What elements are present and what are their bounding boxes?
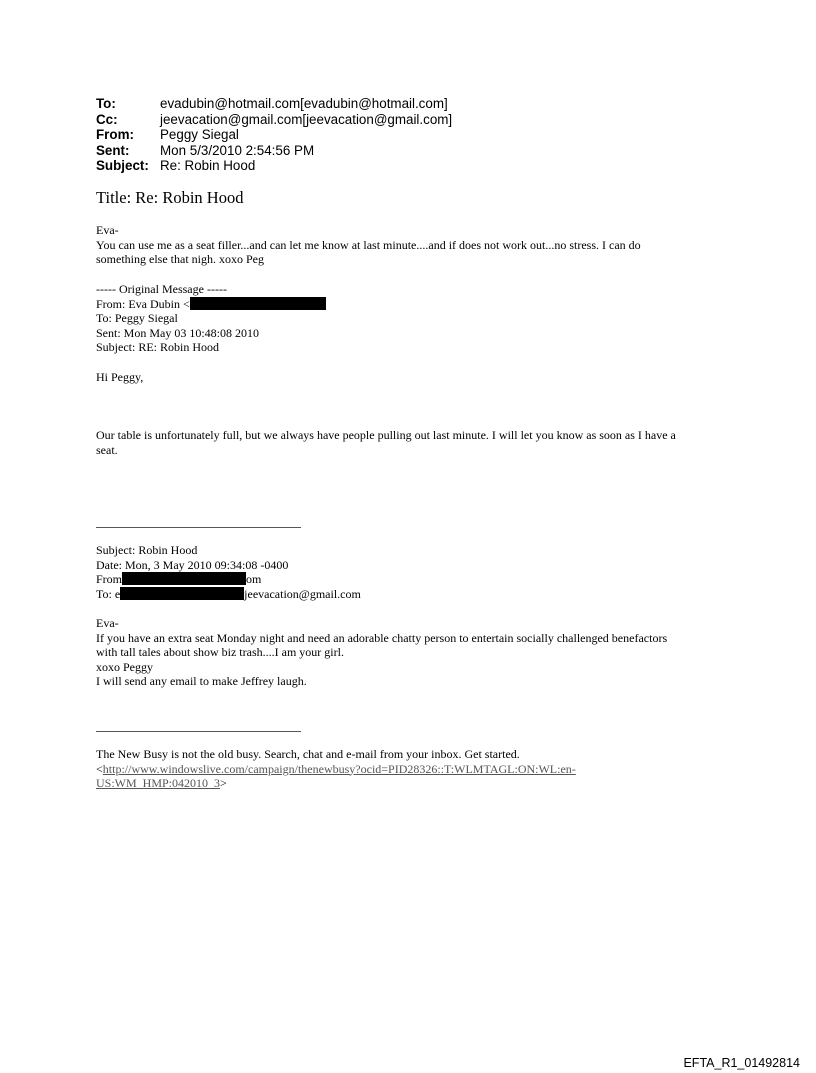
ad-link-continued[interactable]: US:WM_HMP:042010_3	[96, 776, 221, 791]
document-title: Title: Re: Robin Hood	[96, 188, 244, 207]
original-subject: Subject: RE: Robin Hood	[96, 340, 219, 355]
header-sent-row	[96, 143, 452, 159]
original-greeting: Hi Peggy,	[96, 370, 144, 384]
earlier-from-suffix: om	[246, 572, 262, 587]
ad-link-open: <	[96, 761, 103, 776]
earlier-from-prefix: From	[96, 572, 123, 587]
reply-greeting: Eva-	[96, 223, 119, 237]
header-cc-value: jeevacation@gmail.com[jeevacation@gmail.com]	[160, 111, 453, 127]
header-to-row	[96, 96, 452, 112]
earlier-line-2: with tall tales about show biz trash....I am your girl.	[96, 645, 344, 660]
header-subject-row	[96, 158, 452, 174]
earlier-greeting: Eva-	[96, 616, 119, 630]
ad-link[interactable]: http://www.windowslive.com/campaign/thenewbusy?ocid=PID28326::T:WLMTAGL:ON:WL:en-	[102, 761, 576, 776]
earlier-body	[96, 616, 736, 689]
original-separator: ----- Original Message -----	[96, 282, 227, 296]
earlier-from-line	[96, 572, 736, 587]
redaction-bar	[120, 587, 244, 600]
header-from-label: From:	[96, 127, 134, 143]
email-header	[96, 96, 452, 174]
original-from-line	[96, 297, 736, 312]
reply-line-1: You can use me as a seat filler...and can let me know at last minute....and if does not work out...no stress. I can do	[96, 237, 641, 252]
header-from-value: Peggy Siegal	[160, 127, 239, 143]
header-subject-value: Re: Robin Hood	[160, 158, 256, 174]
ad-link-line-1	[96, 762, 736, 777]
earlier-to-line	[96, 587, 736, 602]
earlier-subject: Subject: Robin Hood	[96, 543, 198, 557]
ad-text: The New Busy is not the old busy. Search, chat and e-mail from your inbox. Get started.	[96, 747, 520, 761]
original-from-text: From: Eva Dubin <	[96, 296, 190, 311]
earlier-date: Date: Mon, 3 May 2010 09:34:08 -0400	[96, 557, 289, 572]
reply-body	[96, 223, 736, 267]
header-from-row	[96, 127, 452, 143]
header-to-label: To:	[96, 96, 116, 111]
header-to-value: evadubin@hotmail.com[evadubin@hotmail.com]	[160, 96, 448, 111]
original-message-header	[96, 282, 736, 355]
earlier-line-1: If you have an extra seat Monday night and need an adorable chatty person to entertain socially challenged benefactors	[96, 630, 668, 645]
ad-link-close: >	[220, 776, 227, 791]
header-cc-label: Cc:	[96, 111, 118, 127]
ad-footer	[96, 747, 736, 791]
earlier-to-suffix: jeevacation@gmail.com	[244, 586, 361, 601]
header-cc-row	[96, 112, 452, 128]
earlier-to-prefix: To: e	[96, 586, 121, 601]
original-body	[96, 428, 736, 457]
redaction-bar	[122, 572, 246, 585]
divider	[96, 731, 301, 732]
header-sent-label: Sent:	[96, 142, 130, 158]
divider	[96, 527, 301, 528]
header-sent-value: Mon 5/3/2010 2:54:56 PM	[160, 142, 315, 158]
original-body-line-2: seat.	[96, 442, 118, 457]
earlier-line-3: xoxo Peggy	[96, 659, 153, 674]
earlier-line-4: I will send any email to make Jeffrey laugh.	[96, 674, 307, 689]
original-to: To: Peggy Siegal	[96, 311, 178, 326]
redaction-bar	[190, 297, 326, 310]
header-subject-label: Subject:	[96, 158, 149, 174]
original-sent: Sent: Mon May 03 10:48:08 2010	[96, 325, 260, 340]
original-body-line-1: Our table is unfortunately full, but we always have people pulling out last minute. I will let you know as soon as I have a	[96, 428, 676, 442]
earlier-message-header	[96, 543, 736, 601]
ad-link-line-2	[96, 776, 736, 791]
document-id: EFTA_R1_01492814	[683, 1056, 800, 1070]
reply-line-2: something else that nigh. xoxo Peg	[96, 252, 264, 267]
